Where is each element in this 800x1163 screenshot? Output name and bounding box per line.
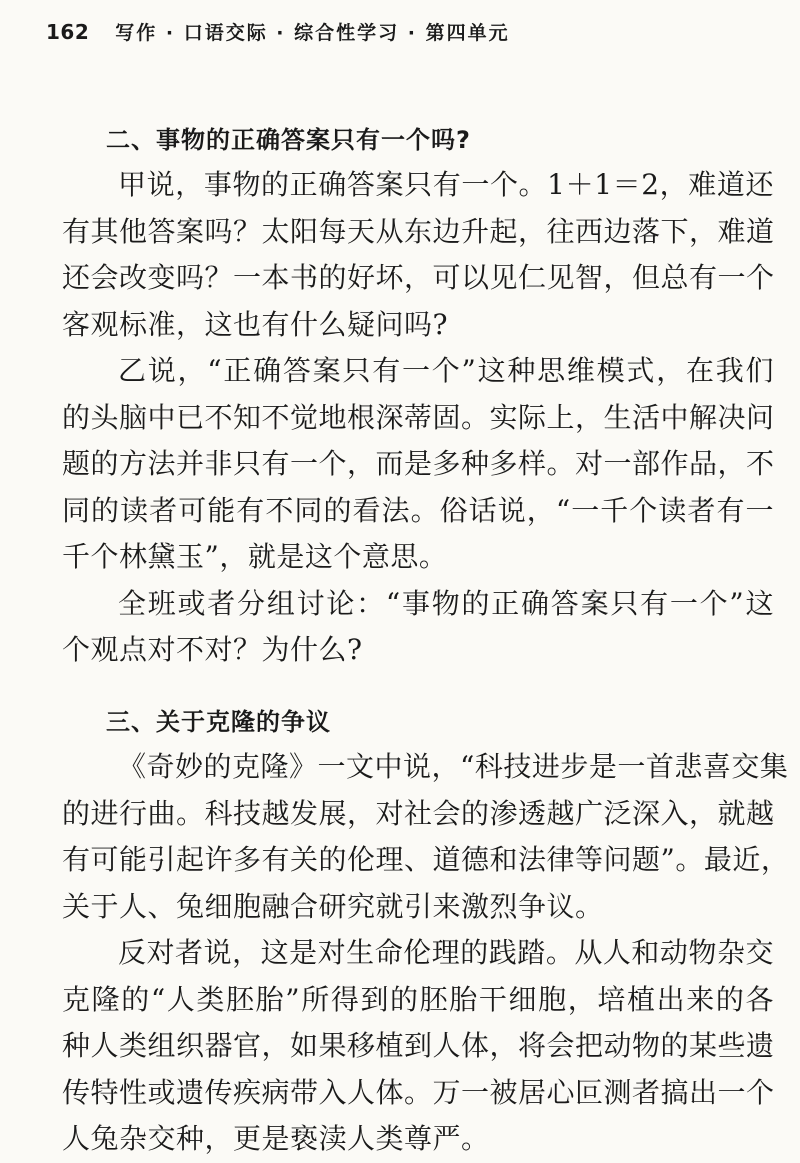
text-line: 题的方法并非只有一个，而是多种多样。对一部作品，不 [62,447,775,480]
text-line: 千个林黛玉”，就是这个意思。 [62,540,448,573]
text-line: 的头脑中已不知不觉地根深蒂固。实际上，生活中解决问 [62,400,775,434]
text-line: 乙说，“正确答案只有一个”这种思维模式，在我们 [118,354,774,387]
text-line: 客观标准，这也有什么疑问吗? [62,307,449,341]
paragraph [62,581,774,674]
text-line: 人兔杂交种，更是亵渎人类尊严。 [62,1122,490,1155]
text-line: 反对者说，这是对生命伦理的践踏。从人和动物杂交 [118,936,774,969]
text-line: 同的读者可能有不同的看法。俗话说，“一千个读者有一 [62,493,774,527]
section-heading: 二、事物的正确答案只有一个吗? [106,126,471,154]
text-line: 关于人、兔细胞融合研究就引来激烈争议。 [62,889,604,923]
paragraph [62,744,790,930]
page-number: 162 [46,20,90,44]
paragraph [62,930,774,1163]
text-line: 的进行曲。科技越发展，对社会的渗透越广泛深入，就越 [62,796,775,830]
text-line: 种人类组织器官，如果移植到人体，将会把动物的某些遗 [62,1029,775,1062]
text-line: 传特性或遗传疾病带入人体。万一被居心叵测者搞出一个 [62,1075,775,1109]
header-title: 写作 · 口语交际 · 综合性学习 · 第四单元 [115,22,510,44]
text-line: 个观点对不对？为什么? [62,633,363,666]
text-line: 有其他答案吗？太阳每天从东边升起，往西边落下，难道 [62,214,775,248]
text-line: 《奇妙的克隆》一文中说，“科技进步是一首悲喜交集 [118,750,789,783]
section-cloning-debate [62,700,790,1163]
text-line: 有可能引起许多有关的伦理、道德和法律等问题”。最近， [62,843,790,876]
paragraph [62,162,774,348]
section-heading: 三、关于克隆的争议 [106,708,331,736]
section-correct-answer [62,118,774,674]
text-line: 克隆的“人类胚胎”所得到的胚胎干细胞，培植出来的各 [62,982,774,1016]
running-header [46,18,510,48]
text-line: 还会改变吗？一本书的好坏，可以见仁见智，但总有一个 [62,261,775,294]
paragraph [62,348,774,581]
text-line: 全班或者分组讨论：“事物的正确答案只有一个”这 [118,586,774,620]
text-line: 甲说，事物的正确答案只有一个。1＋1＝2，难道还 [118,168,774,201]
